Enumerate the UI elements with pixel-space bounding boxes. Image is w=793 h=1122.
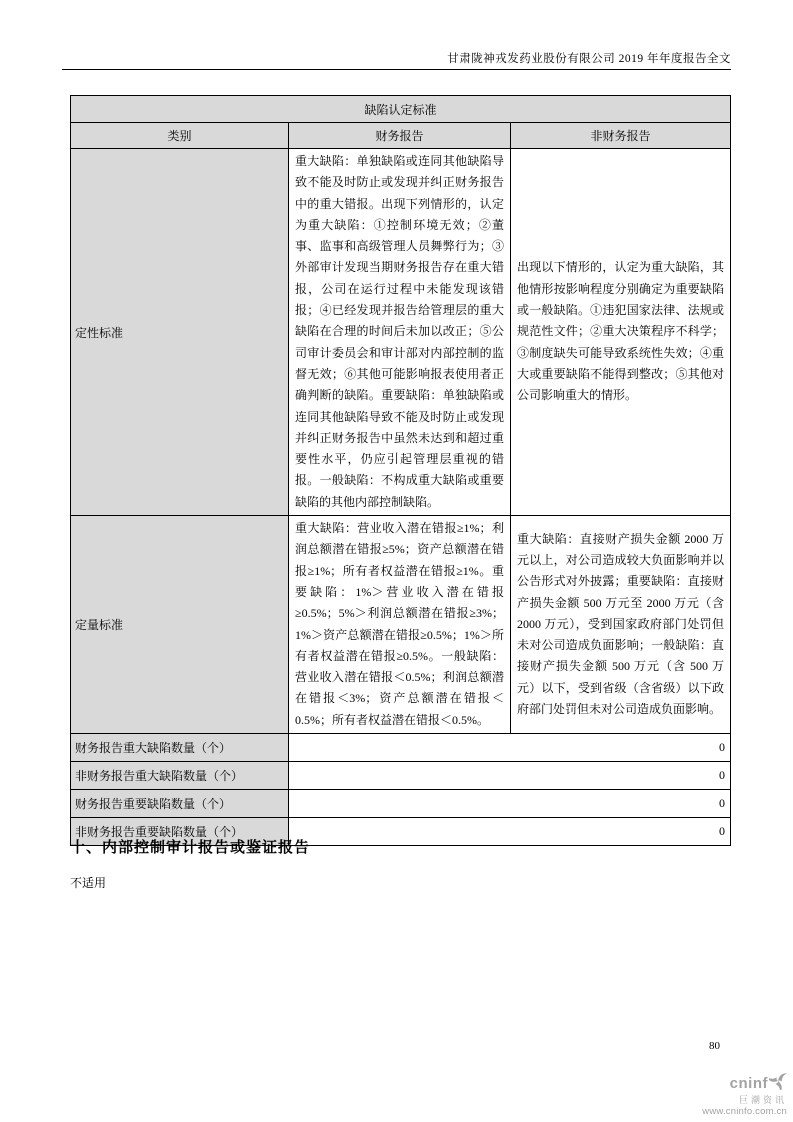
section-body-text: 不适用 xyxy=(70,876,107,890)
table-row xyxy=(71,734,731,762)
cninfo-chinese-name: 巨潮资讯 xyxy=(738,1094,787,1105)
qualitative-financial-text: 重大缺陷：单独缺陷或连同其他缺陷导致不能及时防止或发现并纠正财务报告中的重大错报。出现下列情形的，认定为重大缺陷：①控制环境无效；②董事、监事和高级管理人员舞弊行为；③外部审计发现当期财务报告存在重大错报，公司在运行过程中未能发现该错报；④已经发现并报告给管理层的重大缺陷在合理的时间后未加以改正；⑤公司审计委员会和审计部对内部控制的监督无效；⑥其他可能影响报表使用者正确判断的缺陷。重要缺陷：单独缺陷或连同其他缺陷导致不能及时防止或发现并纠正财务报告中虽然未达到和超过重要性水平，仍应引起管理层重视的错报。一般缺陷：不构成重大缺陷或重要缺陷的其他内部控制缺陷。 xyxy=(289,149,511,516)
report-header-title: 甘肃陇神戎发药业股份有限公司 2019 年年度报告全文 xyxy=(447,53,731,65)
table-row xyxy=(71,790,731,818)
count-row-value: 0 xyxy=(289,734,731,762)
quantitative-financial-text: 重大缺陷：营业收入潜在错报≥1%；利润总额潜在错报≥5%；资产总额潜在错报≥1%；所有者权益潜在错报≥1%。重要缺陷：1%＞营业收入潜在错报≥0.5%；5%＞利润总额潜在错报≥3%；1%＞资产总额潜在错报≥0.5%；1%＞所有者权益潜在错报≥0.5%。一般缺陷：营业收入潜在错报＜0.5%；利润总额潜在错报＜3%；资产总额潜在错报＜0.5%；所有者权益潜在错报＜0.5%。 xyxy=(289,516,511,734)
count-row-label: 财务报告重大缺陷数量（个） xyxy=(71,734,289,762)
cninfo-brand-row xyxy=(702,1072,787,1095)
column-header-category: 类别 xyxy=(71,123,289,149)
table-title-row xyxy=(71,96,731,123)
page-number: 80 xyxy=(709,1040,720,1052)
quantitative-label: 定量标准 xyxy=(71,516,289,734)
count-row-value: 0 xyxy=(289,790,731,818)
column-header-financial: 财务报告 xyxy=(289,123,511,149)
count-row-label: 财务报告重要缺陷数量（个） xyxy=(71,790,289,818)
count-row-value: 0 xyxy=(289,762,731,790)
table-row-quantitative xyxy=(71,516,731,734)
header-rule xyxy=(62,69,731,70)
cninfo-brand-text: cninf xyxy=(729,1074,768,1092)
table-title: 缺陷认定标准 xyxy=(71,96,731,123)
count-row-label: 非财务报告重要缺陷数量（个） xyxy=(71,818,289,846)
count-row-label: 非财务报告重大缺陷数量（个） xyxy=(71,762,289,790)
table-row xyxy=(71,762,731,790)
cninfo-url: www.cninfo.com.cn xyxy=(702,1106,787,1118)
cninfo-swirl-icon xyxy=(769,1072,787,1095)
column-header-non-financial: 非财务报告 xyxy=(511,123,731,149)
table-row-qualitative xyxy=(71,149,731,516)
defect-standards-table xyxy=(70,95,731,846)
quantitative-non-financial-text: 重大缺陷：直接财产损失金额 2000 万元以上，对公司造成较大负面影响并以公告形式对外披露；重要缺陷：直接财产损失金额 500 万元至 2000 万元（含 2000 万元），受到国家政府部门处罚但未对公司造成负面影响；一般缺陷：直接财产损失金额 500 万元（含 500 万元）以下，受到省级（含省级）以下政府部门处罚但未对公司造成负面影响。 xyxy=(511,516,731,734)
table-header-row xyxy=(71,123,731,149)
cninfo-footer-logo xyxy=(702,1072,787,1117)
qualitative-label: 定性标准 xyxy=(71,149,289,516)
qualitative-non-financial-text: 出现以下情形的，认定为重大缺陷，其他情形按影响程度分别确定为重要缺陷或一般缺陷。①违犯国家法律、法规或规范性文件；②重大决策程序不科学；③制度缺失可能导致系统性失效；④重大或重要缺陷不能得到整改；⑤其他对公司影响重大的情形。 xyxy=(511,149,731,516)
section-heading: 十、内部控制审计报告或鉴证报告 xyxy=(70,840,311,856)
count-row-value: 0 xyxy=(289,818,731,846)
